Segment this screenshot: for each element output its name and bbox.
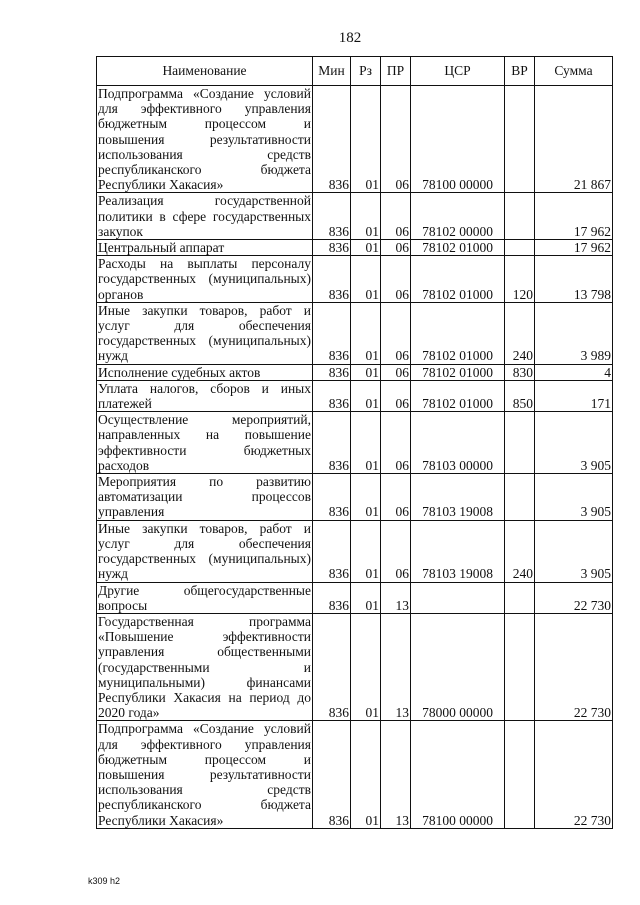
cell-min: 836 xyxy=(313,193,351,240)
cell-min: 836 xyxy=(313,613,351,720)
cell-rz: 01 xyxy=(351,474,381,521)
cell-pr: 06 xyxy=(381,240,411,256)
header-name: Наименование xyxy=(97,57,313,86)
cell-min: 836 xyxy=(313,256,351,303)
cell-sum: 3 989 xyxy=(535,302,613,364)
cell-vr xyxy=(505,86,535,193)
cell-vr: 850 xyxy=(505,380,535,411)
cell-vr: 240 xyxy=(505,302,535,364)
cell-vr: 830 xyxy=(505,364,535,380)
cell-rz: 01 xyxy=(351,613,381,720)
cell-vr: 240 xyxy=(505,520,535,582)
footer-code: k309 h2 xyxy=(88,876,121,886)
cell-sum: 22 730 xyxy=(535,721,613,828)
cell-pr: 06 xyxy=(381,364,411,380)
cell-vr xyxy=(505,240,535,256)
cell-pr: 06 xyxy=(381,474,411,521)
cell-sum: 171 xyxy=(535,380,613,411)
cell-pr: 06 xyxy=(381,412,411,474)
cell-rz: 01 xyxy=(351,520,381,582)
header-pr: ПР xyxy=(381,57,411,86)
cell-min: 836 xyxy=(313,380,351,411)
cell-name: Реализация государственной политики в сфере государственных закупок xyxy=(98,193,311,239)
table-row xyxy=(97,256,613,303)
table-row xyxy=(97,302,613,364)
table-row xyxy=(97,474,613,521)
table-row xyxy=(97,412,613,474)
cell-name: Другие общегосударственные вопросы xyxy=(98,582,311,613)
cell-sum: 17 962 xyxy=(535,193,613,240)
cell-csr: 78102 01000 xyxy=(411,240,505,256)
cell-csr: 78102 01000 xyxy=(411,256,505,303)
cell-rz: 01 xyxy=(351,364,381,380)
header-sum: Сумма xyxy=(535,57,613,86)
cell-min: 836 xyxy=(313,364,351,380)
cell-sum: 3 905 xyxy=(535,520,613,582)
cell-csr: 78102 01000 xyxy=(411,364,505,380)
table-row xyxy=(97,520,613,582)
table-row xyxy=(97,380,613,411)
cell-csr: 78102 01000 xyxy=(411,380,505,411)
cell-vr xyxy=(505,613,535,720)
cell-vr xyxy=(505,582,535,613)
cell-min: 836 xyxy=(313,474,351,521)
cell-rz: 01 xyxy=(351,380,381,411)
cell-pr: 06 xyxy=(381,520,411,582)
header-vr: ВР xyxy=(505,57,535,86)
cell-rz: 01 xyxy=(351,86,381,193)
cell-pr: 13 xyxy=(381,613,411,720)
cell-csr: 78103 00000 xyxy=(411,412,505,474)
cell-pr: 06 xyxy=(381,193,411,240)
cell-name: Центральный аппарат xyxy=(97,240,313,256)
cell-rz: 01 xyxy=(351,193,381,240)
cell-pr: 06 xyxy=(381,86,411,193)
cell-sum: 22 730 xyxy=(535,613,613,720)
cell-csr xyxy=(411,582,505,613)
cell-min: 836 xyxy=(313,582,351,613)
cell-sum: 17 962 xyxy=(535,240,613,256)
cell-rz: 01 xyxy=(351,721,381,828)
table-row xyxy=(97,582,613,613)
cell-min: 836 xyxy=(313,302,351,364)
cell-vr: 120 xyxy=(505,256,535,303)
header-min: Мин xyxy=(313,57,351,86)
table-body xyxy=(97,86,613,829)
cell-sum: 3 905 xyxy=(535,474,613,521)
header-rz: Рз xyxy=(351,57,381,86)
cell-sum: 3 905 xyxy=(535,412,613,474)
cell-min: 836 xyxy=(313,520,351,582)
cell-rz: 01 xyxy=(351,412,381,474)
cell-vr xyxy=(505,412,535,474)
cell-min: 836 xyxy=(313,86,351,193)
cell-min: 836 xyxy=(313,240,351,256)
cell-name: Исполнение судебных актов xyxy=(97,364,313,380)
page-number: 182 xyxy=(338,30,362,46)
cell-min: 836 xyxy=(313,721,351,828)
table-header-row xyxy=(97,57,613,86)
cell-vr xyxy=(505,721,535,828)
cell-pr: 06 xyxy=(381,302,411,364)
cell-name: Расходы на выплаты персоналу государственных (муниципальных) органов xyxy=(98,256,311,302)
cell-sum: 22 730 xyxy=(535,582,613,613)
header-csr: ЦСР xyxy=(411,57,505,86)
cell-pr: 06 xyxy=(381,256,411,303)
table-row xyxy=(97,721,613,828)
table-row xyxy=(97,364,613,380)
cell-pr: 06 xyxy=(381,380,411,411)
cell-name: Подпрограмма «Создание условий для эффективного управления бюджетным процессом и повышения результативности использования средств республиканского бюджета Республики Хакасия» xyxy=(98,721,311,828)
cell-name: Мероприятия по развитию автоматизации процессов управления xyxy=(98,474,311,520)
cell-rz: 01 xyxy=(351,256,381,303)
table-row xyxy=(97,193,613,240)
cell-pr: 13 xyxy=(381,582,411,613)
table-row xyxy=(97,86,613,193)
cell-sum: 21 867 xyxy=(535,86,613,193)
cell-rz: 01 xyxy=(351,582,381,613)
cell-csr: 78100 00000 xyxy=(411,721,505,828)
cell-name: Уплата налогов, сборов и иных платежей xyxy=(98,380,311,412)
cell-name: Государственная программа «Повышение эффективности управления общественными (государственными и муниципальными) финансами Республики Хакасия на период до 2020 года» xyxy=(98,613,311,721)
cell-rz: 01 xyxy=(351,240,381,256)
cell-vr xyxy=(505,474,535,521)
cell-vr xyxy=(505,193,535,240)
budget-table xyxy=(96,56,613,829)
table-row xyxy=(97,613,613,720)
cell-csr: 78103 19008 xyxy=(411,474,505,521)
cell-pr: 13 xyxy=(381,721,411,828)
cell-name: Иные закупки товаров, работ и услуг для обеспечения государственных (муниципальных) нужд xyxy=(98,302,311,364)
cell-csr: 78100 00000 xyxy=(411,86,505,193)
cell-csr: 78102 00000 xyxy=(411,193,505,240)
cell-rz: 01 xyxy=(351,302,381,364)
cell-name: Осуществление мероприятий, направленных на повышение эффективности бюджетных расходов xyxy=(98,412,311,473)
cell-sum: 13 798 xyxy=(535,256,613,303)
cell-sum: 4 xyxy=(535,364,613,380)
cell-name: Подпрограмма «Создание условий для эффективного управления бюджетным процессом и повышения результативности использования средств республиканского бюджета Республики Хакасия» xyxy=(98,86,311,193)
cell-csr: 78000 00000 xyxy=(411,613,505,720)
cell-min: 836 xyxy=(313,412,351,474)
cell-csr: 78103 19008 xyxy=(411,520,505,582)
cell-csr: 78102 01000 xyxy=(411,302,505,364)
table-row xyxy=(97,240,613,256)
cell-name: Иные закупки товаров, работ и услуг для обеспечения государственных (муниципальных) нужд xyxy=(98,520,311,582)
